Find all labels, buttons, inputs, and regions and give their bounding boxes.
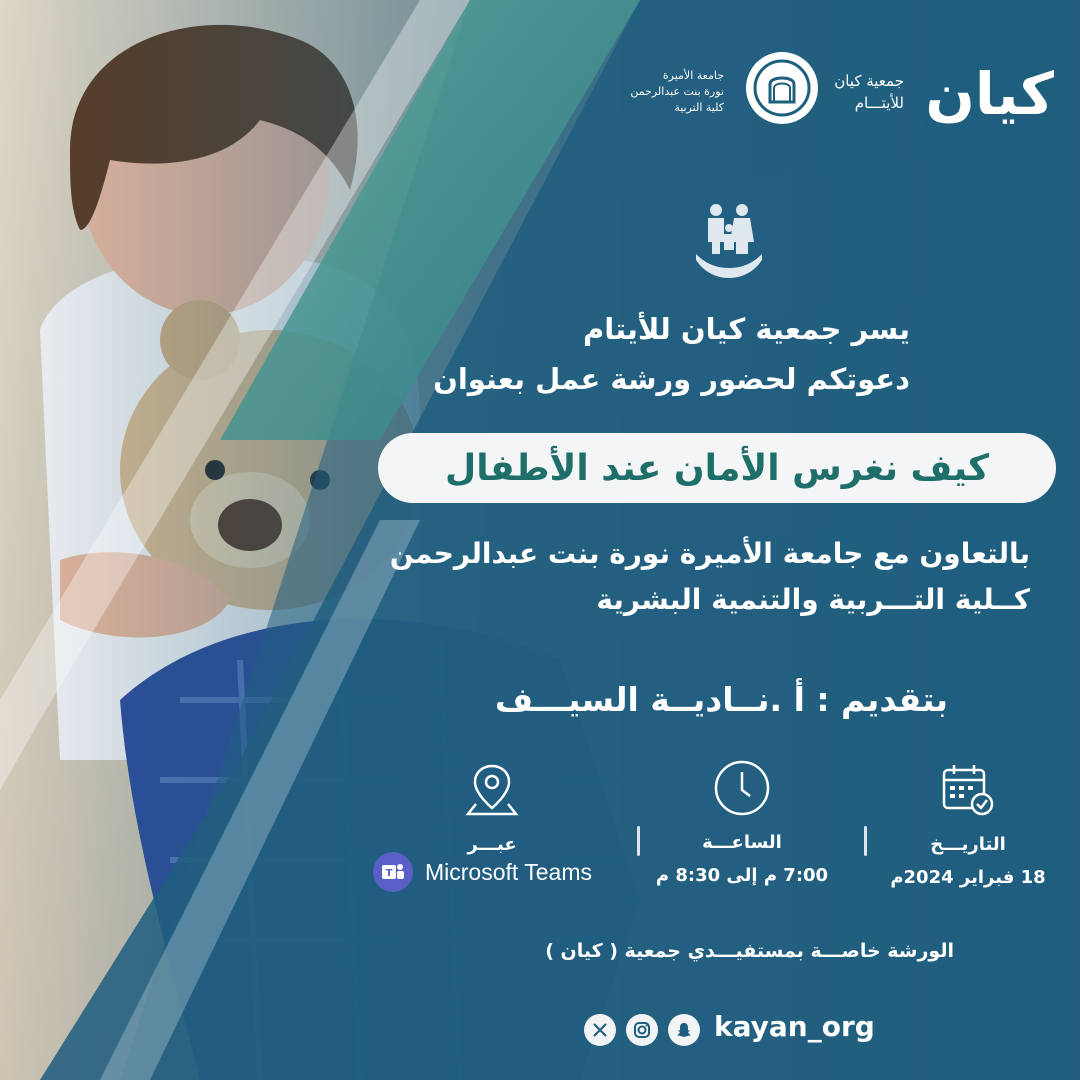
time-info: [632, 758, 852, 886]
pnu-line3: كلية التربية: [674, 101, 724, 114]
location-pin-icon: [462, 760, 522, 820]
clock-icon: [712, 758, 772, 818]
divider-time-location: [637, 826, 640, 856]
kayan-subtitle-line2: للأيتـــام: [854, 94, 904, 112]
pnu-line1: جامعة الأميرة: [662, 69, 724, 82]
date-value: 18 فبراير 2024م: [890, 867, 1046, 888]
divider-date-time: [864, 826, 867, 856]
intro-line1: يسر جمعية كيان للأيتام: [583, 312, 910, 346]
svg-text:T: T: [385, 868, 393, 879]
beneficiaries-note: الورشة خاصـــة بمستفيـــدي جمعية ( كيان ): [545, 940, 954, 962]
intro-line2: دعوتكم لحضور ورشة عمل بعنوان: [433, 362, 910, 396]
location-label: عبـــر: [467, 834, 517, 855]
workshop-title: كيف نغرس الأمان عند الأطفال: [444, 447, 990, 489]
pnu-text: [630, 68, 724, 116]
presenter: بتقديم : أ .نــاديــة السيـــف: [494, 680, 948, 719]
pnu-seal-icon: [746, 52, 818, 124]
workshop-title-pill: [378, 433, 1056, 503]
social-handle[interactable]: kayan_org: [714, 1010, 875, 1043]
collaboration-line1: بالتعاون مع جامعة الأميرة نورة بنت عبدالرحمن: [389, 537, 1030, 570]
kayan-subtitle: [834, 70, 904, 114]
microsoft-teams-icon: [373, 852, 413, 892]
teams-badge: [373, 852, 592, 892]
pnu-line2: نورة بنت عبدالرحمن: [630, 85, 724, 98]
time-value: 7:00 م إلى 8:30 م: [655, 865, 829, 886]
social-icons: [584, 1014, 700, 1046]
family-care-icon: [694, 202, 764, 282]
snapchat-icon[interactable]: [668, 1014, 700, 1046]
instagram-icon[interactable]: [626, 1014, 658, 1046]
date-label: التاريـــخ: [930, 834, 1006, 855]
calendar-icon: [938, 760, 998, 820]
collaboration-line2: كــلية التـــربية والتنمية البشرية: [596, 583, 1030, 616]
kayan-subtitle-line1: جمعية كيان: [834, 72, 904, 90]
location-info: [382, 760, 602, 855]
x-icon[interactable]: [584, 1014, 616, 1046]
kayan-logo: كيان: [925, 60, 1054, 128]
location-value: Microsoft Teams: [425, 858, 593, 885]
header-logos: [614, 52, 1054, 142]
time-label: الساعـــة: [702, 832, 782, 853]
date-info: [858, 760, 1078, 888]
